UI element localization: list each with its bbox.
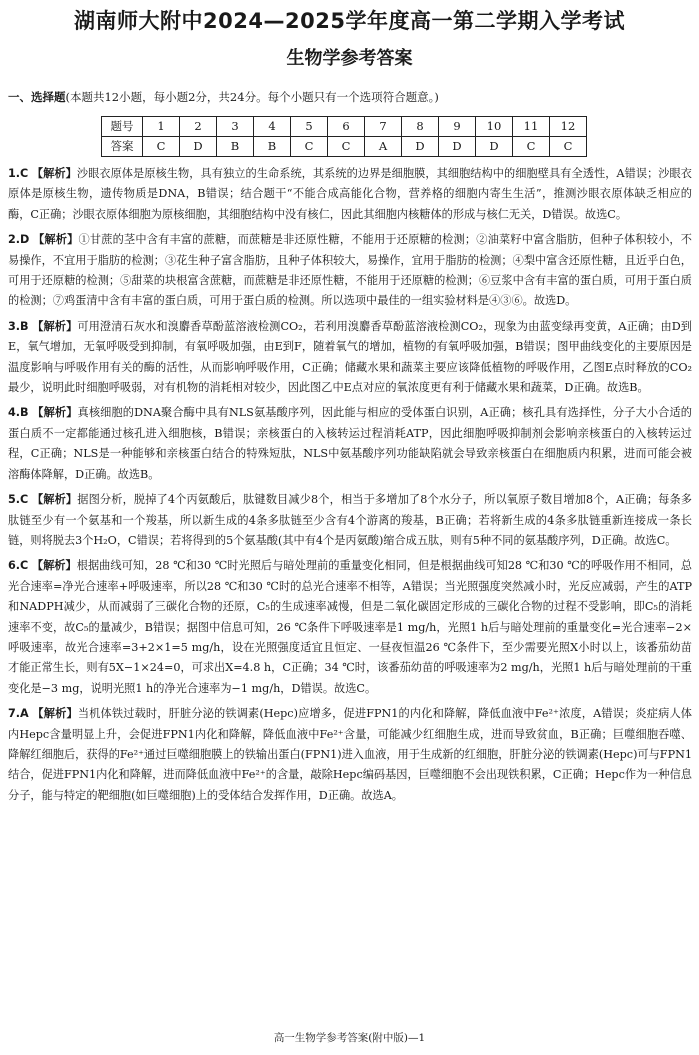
- explanation-text: 当机体铁过载时，肝脏分泌的铁调素(Hepc)应增多，促进FPN1的内化和降解，降低血液中Fe²⁺浓度，A错误；炎症病人体内Hepc含量明显上升，会促进FPN1内化和降解，降低血液中Fe²⁺含量，可能减少红细胞生成，进而导致贫血，B正确；巨噬细胞吞噬、降解红细胞后，获得的Fe²⁺通过巨噬细胞膜上的铁输出蛋白(FPN1)进入血液，用于生成新的红细胞，肝脏分泌的铁调素(Hepc)可与FPN1结合，促进FPN1内化和降解，进而降低血液中Fe²⁺的含量，敲除Hepc编码基因，巨噬细胞不会出现铁积累，C正确；Hepc作为一种信息分子，能与特定的靶细胞(如巨噬细胞)上的受体结合发挥作用，D正确。故选A。: [8, 707, 693, 802]
- section-heading: 一、选择题: [8, 90, 66, 104]
- analysis-tag: 【解析】: [31, 559, 77, 573]
- answer-table-number-row: [102, 117, 587, 137]
- question-number-cell: 5: [291, 117, 328, 137]
- explanation-text: 可用澄清石灰水和溴麝香草酚蓝溶液检测CO₂，若利用溴麝香草酚蓝溶液检测CO₂，现象为由蓝变绿再变黄，A正确；由D到E，氧气增加，无氧呼吸受到抑制，有氧呼吸加强，由E到F，随着氧气的增加，植物的有氧呼吸加强，B错误；图甲曲线变化的主要原因是温度影响与呼吸作用有关的酶的活性，从而影响呼吸作用，C正确；储藏水果和蔬菜主要应该降低植物的呼吸作用，乙图E点时释放的CO₂最少，说明此时细胞呼吸弱，对有机物的消耗相对较少，因此图乙中E点对应的氧浓度更有利于储藏水果和蔬菜，D正确。故选B。: [8, 319, 692, 395]
- answer-cell: D: [402, 137, 439, 157]
- answer-cell: D: [180, 137, 217, 157]
- answer-cell: C: [143, 137, 180, 157]
- explanation-text: 根据曲线可知，28 ℃和30 ℃时光照后与暗处理前的重量变化相同，但是根据曲线可知28 ℃和30 ℃的呼吸作用不相同，总光合速率=净光合速率+呼吸速率，所以28 ℃和30 ℃时的总光合速率不相等，A错误；当光照强度突然减小时，光反应减弱，产生的ATP和NADPH减少，从而减弱了三碳化合物的还原，C₅的生成速率减慢，但是二氧化碳固定形成的三碳化合物的过程不受影响，即C₅的消耗速率不变，故C₅的量减少，B错误；据图中信息可知，26 ℃条件下呼吸速率是1 mg/h，光照1 h后与暗处理前的重量变化=光合速率−2×呼吸速率，故光合速率=3+2×1=5 mg/h，设在光照强度适宜且恒定、一昼夜恒温26 ℃条件下，至少需要光照X小时以上，该番茄幼苗才能正常生长，则有5X−1×24=0，可求出X=4.8 h，C正确；34 ℃时，该番茄幼苗的呼吸速率为2 mg/h，光照1 h后与暗处理前的干重变化是−3 mg，说明光照1 h的净光合速率为−1 mg/h，D错误。故选C。: [8, 559, 692, 695]
- question-number-cell: 10: [476, 117, 513, 137]
- row-label-number: 题号: [102, 117, 143, 137]
- question-number-cell: 12: [550, 117, 587, 137]
- item-number-answer: 4.B: [8, 406, 29, 420]
- item-number-answer: 2.D: [8, 233, 30, 247]
- explanation-item: [8, 704, 692, 806]
- item-number-answer: 6.C: [8, 559, 29, 573]
- answer-cell: C: [513, 137, 550, 157]
- analysis-tag: 【解析】: [32, 319, 78, 333]
- answer-table: [101, 116, 587, 157]
- question-number-cell: 11: [513, 117, 550, 137]
- explanation-text: 真核细胞的DNA聚合酶中具有NLS氨基酸序列，因此能与相应的受体蛋白识别，A正确；核孔具有选择性，分子大小合适的蛋白质不一定都能通过核孔进入细胞核，B错误；亲核蛋白的入核转运过程消耗ATP，因此细胞呼吸抑制剂会影响亲核蛋白的入核转运过程，C正确；NLS是一种能够和亲核蛋白结合的特殊短肽，NLS中氨基酸序列功能缺陷就会导致亲核蛋白在细胞质内积累，进而可能会被溶酶体降解，D正确。故选B。: [8, 406, 692, 481]
- explanation-item: [8, 403, 692, 485]
- explanation-item: [8, 230, 692, 312]
- item-number-answer: 7.A: [8, 707, 29, 721]
- answer-cell: B: [254, 137, 291, 157]
- explanation-item: [8, 490, 692, 551]
- answer-cell: C: [550, 137, 587, 157]
- section-header: [8, 88, 688, 106]
- explanation-text: 据图分析，脱掉了4个丙氨酸后，肽键数目减少8个，相当于多增加了8个水分子，所以氧原子数目增加8个，A正确；每条多肽链至少有一个氨基和一个羧基，所以新生成的4条多肽链至少含有4个游离的羧基，B正确；若将新生成的4条多肽链重新连接成一条长链，则将脱去3个H₂O，C错误；若将得到的5个氨基酸(其中有4个是丙氨酸)缩合成五肽，则有5种不同的氨基酸序列，D正确。故选C。: [8, 493, 692, 547]
- analysis-tag: 【解析】: [31, 167, 77, 180]
- question-number-cell: 6: [328, 117, 365, 137]
- answer-cell: A: [365, 137, 402, 157]
- answer-cell: C: [291, 137, 328, 157]
- question-number-cell: 7: [365, 117, 402, 137]
- question-number-cell: 4: [254, 117, 291, 137]
- analysis-tag: 【解析】: [32, 406, 78, 420]
- explanation-list: [8, 164, 692, 811]
- answer-table-answer-row: [102, 137, 587, 157]
- answer-key-subtitle: 生物学参考答案: [286, 48, 413, 69]
- analysis-tag: 【解析】: [32, 707, 78, 721]
- exam-title: 湖南师大附中2024—2025学年度高一第二学期入学考试: [74, 9, 625, 33]
- question-number-cell: 9: [439, 117, 476, 137]
- analysis-tag: 【解析】: [33, 233, 79, 247]
- row-label-answer: 答案: [102, 137, 143, 157]
- explanation-text: 沙眼衣原体是原核生物，具有独立的生命系统，其系统的边界是细胞膜，其细胞结构中的细胞壁具有全透性，A错误；沙眼衣原体是原核生物，遗传物质是DNA，B错误；结合题干“不能合成高能化合物，营养格的细胞内寄生生活”，推测沙眼衣原体缺乏相应的酶，C正确；沙眼衣原体细胞为原核细胞，其细胞结构中没有核仁，因此其细胞内核糖体的形成与核仁无关，D错误。故选C。: [8, 167, 692, 221]
- analysis-tag: 【解析】: [31, 493, 78, 507]
- question-number-cell: 3: [217, 117, 254, 137]
- item-number-answer: 5.C: [8, 493, 29, 507]
- answer-cell: D: [476, 137, 513, 157]
- explanation-item: [8, 164, 692, 225]
- question-number-cell: 8: [402, 117, 439, 137]
- item-number-answer: 1.C: [8, 167, 29, 180]
- item-number-answer: 3.B: [8, 319, 29, 333]
- explanation-text: ①甘蔗的茎中含有丰富的蔗糖，而蔗糖是非还原性糖，不能用于还原糖的检测；②油菜籽中富含脂肪，但种子体积较小，不易操作，不宜用于脂肪的检测；③花生种子富含脂肪，且种子体积较大，易操作，宜用于脂肪的检测；④梨中富含还原性糖，且近乎白色，可用于还原糖的检测；⑤甜菜的块根富含蔗糖，而蔗糖是非还原性糖，不能用于还原糖的检测；⑥豆浆中含有丰富的蛋白质，可用于蛋白质的检测；⑦鸡蛋清中含有丰富的蛋白质，可用于蛋白质的检测。所以选项中最佳的一组实验材料是④③⑥。故选D。: [8, 233, 692, 308]
- answer-cell: B: [217, 137, 254, 157]
- question-number-cell: 2: [180, 117, 217, 137]
- explanation-item: [8, 556, 692, 699]
- question-number-cell: 1: [143, 117, 180, 137]
- explanation-item: [8, 317, 692, 399]
- answer-cell: D: [439, 137, 476, 157]
- page-footer: 高一生物学参考答案(附中版)—1: [273, 1032, 426, 1044]
- section-note: (本题共12小题，每小题2分，共24分。每个小题只有一个选项符合题意。): [65, 90, 439, 104]
- answer-cell: C: [328, 137, 365, 157]
